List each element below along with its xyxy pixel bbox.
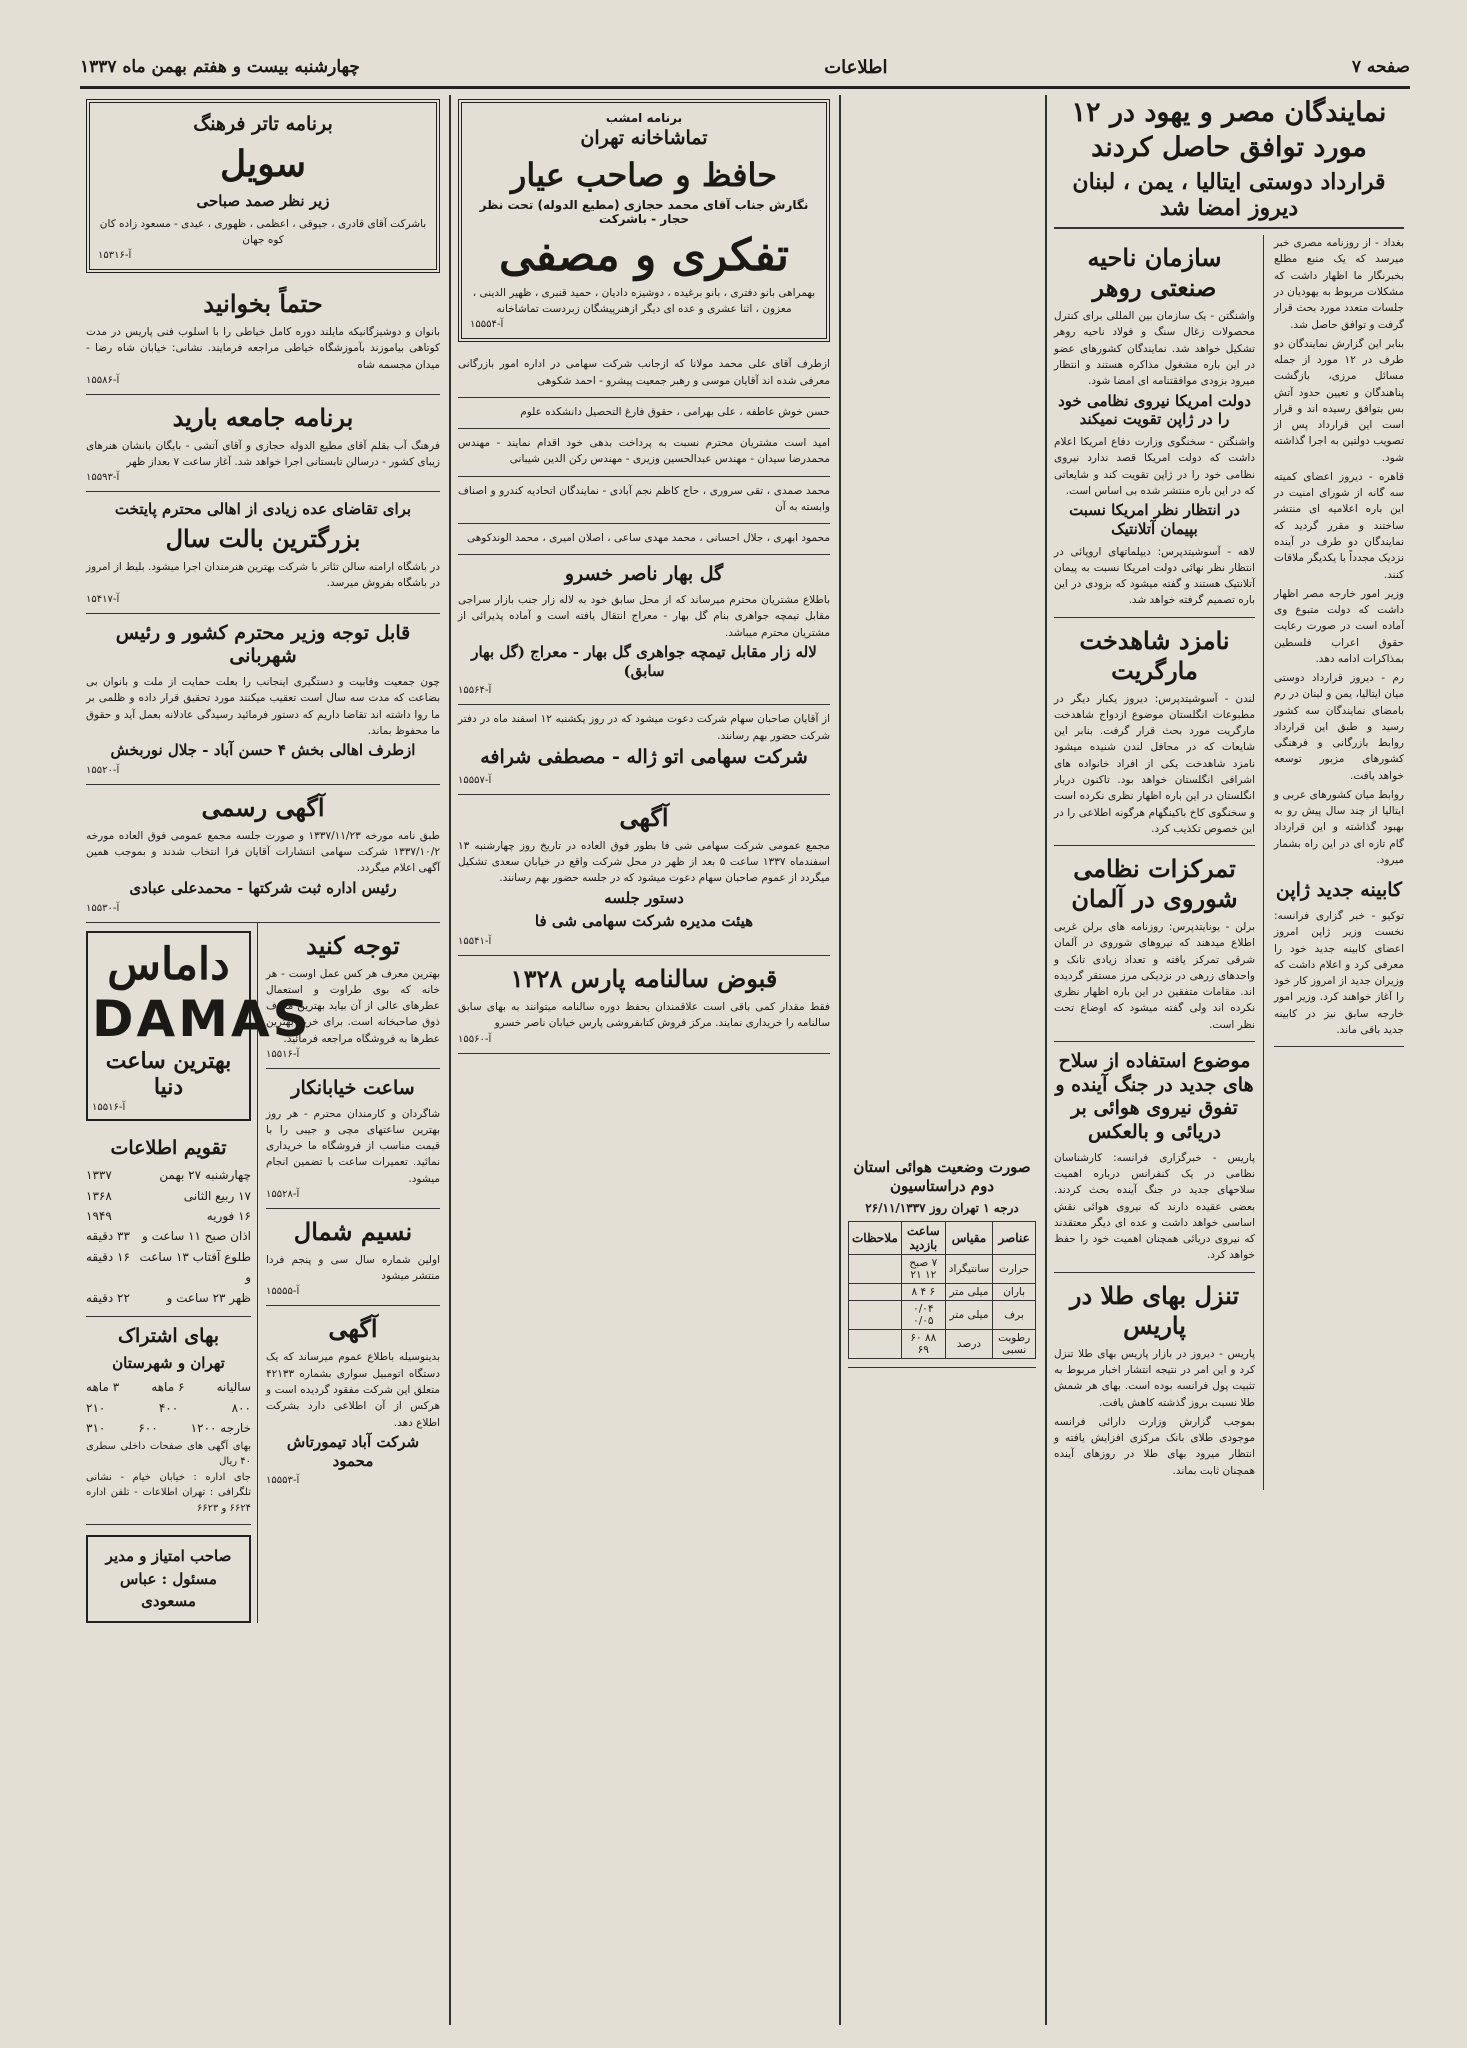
ad-headline: قبوض سالنامه پارس ۱۳۲۸ (510, 964, 778, 994)
notice-item (458, 398, 830, 429)
weather-cell (849, 1254, 902, 1283)
calendar-value: ۳۳ دقیقه (86, 1229, 130, 1244)
ad-code: آ-۱۵۵۵۵ (266, 1286, 300, 1298)
calendar-label: ۱۷ ربیع الثانی (183, 1188, 251, 1203)
ad-headline: حتماً بخوانید (203, 289, 323, 319)
public-notice (458, 795, 830, 956)
article-headline: موضوع استفاده از سلاح های جدید در جنگ آینده و تفوق نیروی هوائی بر دریائی و بالعکس (1055, 1049, 1254, 1144)
ad-signature: هیئت مدیره شرکت سهامی شی فا (534, 912, 754, 931)
ad-code: آ-۱۵۵۵۷ (458, 774, 492, 786)
notice-text: حسن خوش عاطفه ، علی بهرامی ، حقوق فارغ التحصیل دانشکده علوم (520, 405, 830, 418)
article-body (1054, 1346, 1255, 1479)
lead-paragraph: بغداد - از روزنامه مصری خبر میرسد که یک منبع مطلع بخبرنگار ما اظهار داشت که مشکلات مربوط به یهودیان در جلسات متعدد مورد بحث قرار گرفت و توافق حاصل شد. (1274, 237, 1404, 331)
article-headline: دولت امریکا نیروی نظامی خود را در ژاپن تقویت نمیکند (1058, 391, 1251, 429)
subscription-cell: ۶۰۰ (138, 1421, 158, 1436)
article-body: لاهه - آسوشیتدپرس: دیپلماتهای اروپائی در انتظار نظر نهائی دولت امریکا نسبت به پیمان آتلانتیک هستند و گفته میشود که بزودی در این باره تصمیم گرفته خواهد شد. (1054, 545, 1255, 607)
ad-code: آ-۱۵۵۵۴ (470, 319, 504, 331)
calendar-value: ۱۶ دقیقه (85, 1249, 130, 1264)
ad-intro: برای تقاضای عده زیادی از اهالی محترم پایتخت (114, 500, 412, 519)
ad-code: آ-۱۵۵۶۰ (458, 1033, 492, 1045)
ad-body: از آقایان صاحبان سهام شرکت دعوت میشود که در روز یکشنبه ۱۲ اسفند ماه در دفتر شرکت حضور بهم رسانند. (458, 713, 830, 742)
weather-subtitle: درجه ۱ تهران روز ۲۶/۱۱/۱۳۳۷ (865, 1200, 1019, 1215)
lead-paragraph: روابط میان کشورهای عربی و ایتالیا از چند سال پیش رو به بهبود گذاشته و این قرارداد گام تازه ای در این راه بشمار میرود. (1274, 788, 1404, 867)
nasim-ad (266, 1209, 440, 1307)
watch-ad (266, 1069, 440, 1209)
article-paragraph: بموجب گزارش وزارت دارائی فرانسه موجودی طلای بانک مرکزی افزایش یافته و انتظار میرود بهای طلا در روزهای آینده همچنان ثابت بماند. (1054, 1415, 1255, 1477)
weather-cell: برف (993, 1300, 1036, 1329)
weather-cell: ۷ صبح ۱۲ ۲۱ (901, 1254, 945, 1283)
ad-signature: ازطرف اهالی بخش ۴ حسن آباد - جلال نوربخش (110, 741, 416, 760)
play-cast: باشرکت آقای قادری ، جیوقی ، اعظمی ، ظهوری ، عیدی - مسعود زاده کان کوه جهان (99, 217, 427, 246)
weather-row (849, 1300, 1036, 1329)
article-body: لندن - آسوشیتدپرس: دیروز یکبار دیگر در مطبوعات انگلستان موضوع ازدواج شاهدخت مارگریت مورد بحث قرار گرفت. بنابر این شایعات که در محافل لندن شنیده میشود نامزد شاهدخت یکی از افراد خانواده های اشرافی انگلستان خواهد بود. تاکنون دربار انگلستان در این باره اظهار نظری نکرده است و سخنگوی کاخ باکینگهام هرگونه اطلاعی را در این خصوص تکذیب کرد. (1054, 692, 1255, 835)
article-headline: تنزل بهای طلا در پاریس (1069, 1280, 1240, 1340)
weather-row (849, 1329, 1036, 1358)
calendar-label: طلوع آفتاب ۱۳ ساعت و (139, 1249, 251, 1285)
ad-code: آ-۱۵۵۱۶ (266, 1048, 300, 1060)
calendar-label: چهارشنبه ۲۷ بهمن (159, 1168, 251, 1183)
ad-body: فقط مقدار کمی باقی است علاقمندان بحفظ دوره سالنامه میتوانند به بهای سابق سالنامه را خریداری نمایند. مرکز فروش کتابفروشی پارس خیابان ناصر خسرو (458, 1001, 830, 1030)
weather-header: عناصر (993, 1221, 1036, 1254)
damas-logo: DAMAS (92, 989, 312, 1048)
weather-cell: میلی متر (945, 1283, 992, 1300)
calendar-box (86, 1129, 251, 1317)
subscription-title: بهای اشتراک (117, 1324, 220, 1347)
ad-code: آ-۱۵۵۵۳ (266, 1475, 300, 1487)
weather-cell: میلی متر (945, 1300, 992, 1329)
lead-story (1274, 235, 1404, 1490)
ad-body: چون جمعیت وفابیت و دستگیری اینجانب را بعلت حمایت از ملت و بانوان بی بضاعت که مدت سه سال است تعقیب میکنند مورد تحقیق قرار داده و ظلمی بر ما روا داشته اند تقاضا داریم که دستور فرمائید رسیدگی عادلانه بعمل آید و حقوق ما محفوظ بماند. (86, 676, 440, 737)
yearbook-ad (458, 956, 830, 1054)
column-news-lead (1048, 95, 1410, 2025)
weather-cell: ۶ ۴ ۸ (901, 1283, 945, 1300)
weather-cell (849, 1283, 902, 1300)
ad-code: آ-۱۵۵۲۰ (86, 764, 120, 776)
ad-headline: بزرگترین بالت سال (165, 524, 361, 554)
weather-header: ملاحظات (849, 1221, 902, 1254)
damas-slogan: بهترین ساعت دنیا (105, 1047, 232, 1100)
lead-split (1054, 235, 1404, 1490)
lead-paragraph: وزیر امور خارجه مصر اظهار داشت که دولت متبوع وی آماده است در صورت رعایت حقوق اعراب فلسطین بمذاکرات ادامه دهد. (1274, 587, 1404, 665)
subscription-cell: ۴۰۰ (158, 1400, 179, 1415)
lead-headline: نمایندگان مصر و یهود در ۱۲ مورد توافق حاصل کردند (1071, 97, 1387, 164)
lead-paragraph: قاهره - دیروز اعضای کمیته سه گانه از شورای امنیت در این باره اعلامیه ای منتشر ساختند و مقرر گردید که نمایندگان دو طرف در آینده نزدیک مجدداً با یکدیگر ملاقات کنند. (1274, 470, 1404, 581)
publisher-credit: صاحب امتیاز و مدیر مسئول : عباس مسعودی (86, 1535, 251, 1623)
weather-cell: ۰/۰۴ ۰/۰۵ (901, 1300, 945, 1329)
subscription-cell: ۸۰۰ (231, 1400, 251, 1415)
subscription-row (86, 1377, 251, 1397)
lead-paragraph: بنابر این گزارش نمایندگان دو طرف در ۱۲ مورد از جمله مسائل مرزی، بازگشت پناهندگان و تعیین حدود آتش بس بتوافق رسیده اند و قرار است این قرارداد پس از تصویب دولتین به اجرا گذاشته شود. (1274, 337, 1404, 464)
ad-body: بهترین معرف هر کس عمل اوست - هر خانه که بوی طراوت و استعمال عطرهای عالی از آن بیاید بهترین معرف ذوق صاحبخانه است. برای خرید بهترین عطرها به فروشگاه مراجعه فرمائید. (266, 967, 440, 1045)
gold-article (1054, 1273, 1255, 1490)
theatre-stars: تفکری و مصفی (498, 229, 790, 281)
weather-table (848, 1221, 1036, 1359)
notice-item (458, 477, 830, 525)
weather-row (849, 1283, 1036, 1300)
weapons-article (1054, 1042, 1255, 1273)
ad-body: فرهنگ آب بقلم آقای مطیع الدوله حجازی و آقای آتشی - بایگان بانشان هنرهای زیبای کشور - درسالن تابستانی اجرا خواهد شد. آغاز ساعت ۷ بعداز ظهر (86, 439, 440, 469)
subscription-row (86, 1418, 251, 1438)
ad-footer: لاله زار مقابل تیمچه جواهری گل بهار - معراج (گل بهار سابق) (471, 642, 817, 680)
weather-cell: سانتیگراد (945, 1254, 992, 1283)
calendar-value: ۱۳۶۸ (86, 1188, 112, 1203)
ad-headline: آگهی رسمی (201, 792, 325, 822)
weather-cell (849, 1300, 902, 1329)
article-headline: در انتظار نظر امریکا نسبت بپیمان آتلانتیک (1069, 501, 1240, 538)
calendar-value: ۱۹۴۹ (86, 1209, 112, 1224)
column-rule (449, 95, 451, 2025)
weather-cell: رطوبت نسبی (993, 1329, 1036, 1358)
soviet-article (1054, 846, 1255, 1042)
masthead (80, 52, 1410, 89)
article-body: توکیو - خبر گزاری فرانسه: نخست وزیر ژاپن امروز اعضای کابینه جدید خود را معرفی کرد و اعلام داشت که وزیران جدید از امروز کار خود را آغاز خواهند کرد. وزیر امور خارجه سابق نیز در کابینه جدید باقی ماند. (1274, 910, 1404, 1036)
article-paragraph: پاریس - دیروز در بازار پاریس بهای طلا تنزل کرد و این امر در نتیجه انتشار اخبار مربوط به تثبیت پول فرانسه بوده است. بهای هر شمش طلا نسبت بروز گذشته کاهش یافت. (1054, 1347, 1255, 1409)
column-rule (839, 95, 841, 2025)
jewelry-ad (458, 555, 830, 705)
ad-headline: نسیم شمال (293, 1216, 413, 1246)
calendar-row (86, 1226, 251, 1246)
ad-body: بدینوسیله باطلاع عموم میرساند که یک دستگاه اتومبیل سواری بشماره ۴۲۱۳۳ متعلق این شرکت مفقود گردیده است و هرکس از آن اطلاعی دارد بشرکت اطلاع دهد. (266, 1351, 440, 1429)
article-body: واشنگتن - سخنگوی وزارت دفاع امریکا اعلام داشت که دولت امریکا قصد ندارد نیروی نظامی خود را در ژاپن تقویت کند و شایعاتی که در این باره منتشر شده بی اساس است. (1054, 436, 1255, 497)
calendar-label: ۱۶ فوریه (206, 1209, 251, 1224)
office-address: جای اداره : خیابان خیام - نشانی تلگرافی : تهران اطلاعات - تلفن اداره ۶۶۲۴ و ۶۶۲۳ (86, 1471, 251, 1514)
ad-body: اولین شماره سال سی و پنجم فردا منتشر میشود (266, 1253, 440, 1283)
ad-body: طبق نامه مورخه ۱۳۳۷/۱۱/۲۳ و صورت جلسه مجمع عمومی فوق العاده مورخه ۱۳۳۷/۱۰/۲ شرکت سهامی انتشارات آقایان فرا انتخاب شدند و بموجب همین آگهی اعلام میگردد. (86, 829, 440, 875)
subscription-cell: ۶ ماهه (151, 1380, 185, 1395)
ad-headline: برنامه تاتر فرهنگ (193, 113, 333, 135)
article-body: برلن - یونایتدپرس: روزنامه های برلن غربی اطلاع میدهند که نیروهای شوروی در آلمان شرقی تمرکز یافته و تعداد زیادی تانک و واحدهای زرهی در نزدیکی مرز مستقر گردیده اند. مقامات متفقین در این باره اظهار نظری نکرده اند ولی گفته میشود که اوضاع تحت نظر است. (1054, 921, 1255, 1031)
agenda-title: دستور جلسه (604, 888, 684, 907)
subscription-cell: ۳ ماهه (86, 1380, 120, 1395)
ad-code: آ-۱۵۵۲۸ (266, 1188, 300, 1200)
column-weather (842, 1150, 1042, 2025)
theatre-venue: تماشاخانه تهران (580, 127, 708, 149)
damas-name: داماس (107, 938, 230, 990)
issue-date: چهارشنبه بیست و هفتم بهمن ماه ۱۳۳۷ (80, 57, 360, 77)
weather-cell (849, 1329, 902, 1358)
theatre-credit: نگارش جناب آقای محمد حجازی (مطیع الدوله) تحت نظر حجار - باشرکت (479, 197, 809, 226)
damas-ad (86, 931, 312, 1121)
appeal-notice (86, 614, 440, 785)
notice-text: محمد صمدی ، تقی سروری ، حاج کاظم نجم آبادی - نمایندگان اتحادیه کندرو و اصناف وابسته به آن (458, 484, 830, 513)
official-notice (86, 785, 440, 923)
calendar-value: ۲۲ دقیقه (86, 1290, 130, 1305)
lead-paragraph: رم - دیروز قرارداد دوستی میان ایتالیا، یمن و لبنان در رم بامضای نمایندگان سه کشور رسید و طبق این قرارداد روابط بازرگانی و فرهنگی کشورهای مزبور توسعه خواهد یافت. (1274, 672, 1404, 782)
play-title: سویل (219, 142, 307, 185)
calendar-row (86, 1165, 251, 1185)
ad-code: آ-۱۵۵۶۴ (458, 685, 492, 697)
subscription-subtitle: تهران و شهرستان (112, 1353, 225, 1372)
jameh-ad (86, 395, 440, 493)
notice-item (458, 429, 830, 477)
notice2-ad (266, 1306, 440, 1494)
weather-header: مقیاس (945, 1221, 992, 1254)
ad-headline: گل بهار ناصر خسرو (564, 563, 724, 586)
calendar-title: تقویم اطلاعات (110, 1136, 227, 1159)
calendar-label: اذان صبح ۱۱ ساعت و (142, 1229, 251, 1244)
notice-text: امید است مشتریان محترم نسبت به پرداخت بدهی خود اقدام نمایند - مهندس محمدرضا سیدان - مهندس عبدالحسین وزیری - مهندس رکن الدین شیبانی (458, 437, 830, 466)
ad-headline: قابل توجه وزیر محترم کشور و رئیس شهربانی (115, 621, 411, 668)
theatre-kicker: برنامه امشب (605, 111, 683, 125)
lead-body (1274, 235, 1404, 868)
ruhr-article (1054, 235, 1255, 617)
subscription-cell: ۲۱۰ (86, 1400, 106, 1415)
calendar-row (86, 1186, 251, 1206)
article-body: پاریس - خبرگزاری فرانسه: کارشناسان نظامی در یک کنفرانس درباره اهمیت سلاحهای جدید در جنگ آینده بحث کردند. بعضی عقیده دارند که نیروی هوائی نقش اساسی خواهد داشت و عده ای دیگر معتقدند که نیروی دریائی همچنان اهمیت خود را حفظ خواهد کرد. (1054, 1151, 1255, 1262)
column-ads-center (452, 95, 836, 2025)
ad-headline: شرکت سهامی اتو ژاله - مصطفی شرافه (480, 745, 808, 768)
ad-body: در باشگاه ارامنه سالن تئاتر با شرکت بهترین هنرمندان اجرا میشود. بلیط از امروز در باشگاه بفروش میرسد. (86, 561, 440, 590)
ad-body: شاگردان و کارمندان محترم - هر روز بهترین ساعتهای مچی و جیبی را با قیمت مناسب از فروشگاه ما خریداری نمائید. تعمیرات ساعت با تضمین انجام میشود. (266, 1107, 440, 1185)
theatre-cast: بهمراهی بانو دفتری ، بانو برغیده ، دوشیزه دادیان ، حمید قنبری ، ظهیر الدینی ، معزون ، اثنا عشری و عده ای دیگر ازهنرپیشگان زبردست تماشاخانه (472, 286, 816, 316)
weather-title: صورت وضعیت هوائی استان دوم دراستاسیون (853, 1158, 1031, 1195)
ad-code: آ-۱۵۵۳۰ (86, 902, 120, 914)
play-director: زیر نظر صمد صباحی (196, 191, 330, 210)
subscription-cell: خارجه ۱۲۰۰ (190, 1421, 251, 1436)
ad-code: آ-۱۵۴۱۷ (86, 593, 120, 605)
weather-box (848, 1150, 1036, 1368)
theatre-box (458, 99, 830, 342)
article-headline: کابینه جدید ژاپن (1275, 879, 1403, 902)
notice-item (458, 524, 830, 555)
notice-item (458, 350, 830, 398)
article-headline: سازمان ناحیه صنعتی روهر (1087, 243, 1222, 303)
ad-headline: آگهی (619, 802, 669, 832)
company-ad (458, 705, 830, 794)
mustread-ad (86, 281, 440, 395)
theatre-title: حافظ و صاحب عیار (510, 155, 778, 194)
lead-side-stories (1054, 235, 1264, 1490)
weather-cell: درصد (945, 1329, 992, 1358)
ad-headline: ساعت خیابانکار (291, 1076, 415, 1099)
calendar-row (86, 1288, 251, 1308)
ad-headline: توجه کنید (306, 930, 400, 960)
calendar-row (86, 1247, 251, 1288)
margaret-article (1054, 618, 1255, 846)
calendar-value: ۱۳۳۷ (86, 1168, 112, 1183)
weather-cell: حرارت (993, 1254, 1036, 1283)
article-headline: تمرکزات نظامی شوروی در آلمان (1071, 854, 1238, 914)
subscription-row (86, 1398, 251, 1418)
ad-body: باطلاع مشتریان محترم میرساند که از محل سابق خود به لاله زار جنب بازار سراجی مقابل تیمچه جواهری بنام گل بهار - معراج انتقال یافته است و آماده پذیرائی از مشتریان محترم میباشد. (458, 594, 830, 639)
subscription-note: بهای آگهی های صفحات داخلی سطری ۴۰ ریال (86, 1440, 251, 1468)
notice-text: محمود ابهری ، جلال احسانی ، محمد مهدی ساعی ، اصلان امیری ، محمد الوندکوهی (467, 532, 830, 545)
subscription-cell: سالیانه (216, 1380, 251, 1395)
article-headline: نامزد شاهدخت مارگریت (1079, 625, 1230, 685)
lead-subheadline: قرارداد دوستی ایتالیا ، یمن ، لبنان دیروز امضا شد (1054, 169, 1404, 229)
ad-signature: شرکت آباد تیمورتاش محمود (286, 1432, 420, 1470)
ad-headline: آگهی (328, 1314, 378, 1344)
weather-cell: باران (993, 1283, 1036, 1300)
ad-body: مجمع عمومی شرکت سهامی شی فا بطور فوق العاده در تاریخ روز چهارشنبه ۱۳ اسفندماه ۱۳۳۷ ساعت ۵ بعد از ظهر در محل شرکت واقع در خیابان سعدی تشکیل میگردد از عموم صاحبان سهام دعوت میشود که در جلسه حضور بهم رسانند. (458, 839, 831, 885)
page-number: صفحه ۷ (1351, 57, 1410, 77)
ad-body: بانوان و دوشیزگانیکه مایلند دوره کامل خیاطی را با اسلوب فنی پاریس در مدت کوتاهی بیاموزند بآموزشگاه خیاطی مراجعه فرمایند. نشانی: خیابان شاه رضا - میدان مجسمه شاه (86, 326, 440, 371)
notice-text: ازطرف آقای علی محمد مولانا که ازجانب شرکت سهامی در اداره امور بازرگانی معرفی شده اند آقایان موسی و رهبر جمعیت پیشرو - احمد شکوهی (458, 358, 830, 387)
lower-left-split (86, 923, 440, 1623)
ad-code: آ-۱۵۳۱۶ (98, 250, 132, 262)
farhang-theatre-box (86, 99, 440, 273)
weather-header: ساعت بازدید (901, 1221, 945, 1254)
weather-cell: ۸۸ ۶۰ ۶۹ (901, 1329, 945, 1358)
paper-name: اطلاعات (824, 56, 888, 78)
column-ads-left (80, 95, 446, 2025)
ad-code: آ-۱۵۵۹۳ (86, 472, 120, 484)
ad-headline: برنامه جامعه بارید (172, 402, 354, 432)
weather-row (849, 1254, 1036, 1283)
ad-code: آ-۱۵۵۱۶ (92, 1101, 126, 1113)
ad-signature: رئیس اداره ثبت شرکتها - محمدعلی عبادی (129, 878, 397, 897)
article-body: واشنگتن - یک سازمان بین المللی برای کنترل محصولات زغال سنگ و فولاد ناحیه روهر تشکیل خواهد شد. نمایندگان کشورهای عضو در این باره مشغول مذاکره هستند و انتظار میرود بزودی موافقتنامه ای امضا شود. (1054, 310, 1255, 388)
japan-cabinet-article (1274, 871, 1404, 1047)
ballet-ad (86, 492, 440, 613)
subscription-box (86, 1317, 251, 1525)
ad-code: آ-۱۵۵۴۱ (458, 936, 492, 948)
calendar-label: ظهر ۲۳ ساعت و (166, 1290, 251, 1305)
calendar-row (86, 1206, 251, 1226)
ad-code: آ-۱۵۵۸۶ (86, 374, 120, 386)
subscription-cell: ۳۱۰ (86, 1421, 106, 1436)
column-rule (1045, 95, 1047, 2025)
